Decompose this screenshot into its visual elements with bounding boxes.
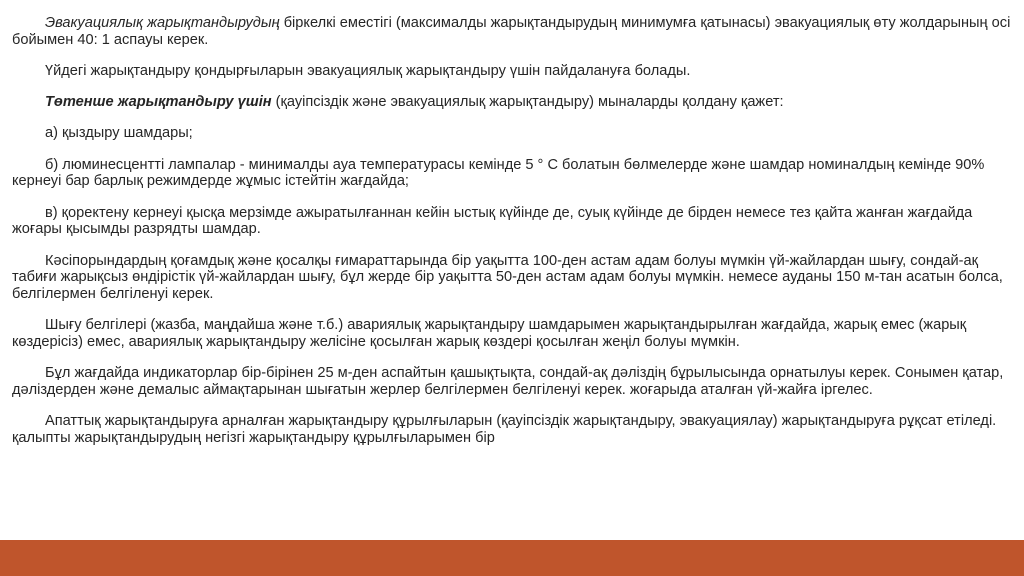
- paragraph-1-text: біркелкі еместігі (максималды жарықтандырудың минимумға қатынасы) эвакуациялық өту жолдарының осі бойымен 40: 1 аспауы керек.: [12, 15, 1011, 48]
- paragraph-8: [12, 317, 1012, 351]
- paragraph-6-text: в) қоректену кернеуі қысқа мерзімде ажыратылғаннан кейін ыстық күйінде де, суық күйінде де бірден немесе тез қайта жанған жағдайда жоғары қысымды разрядты шамдар.: [12, 204, 973, 238]
- paragraph-4: [12, 125, 1012, 142]
- paragraph-3: [12, 94, 1012, 111]
- document-body: [12, 15, 1012, 461]
- paragraph-9: [12, 365, 1012, 399]
- paragraph-2-text: Үйдегі жарықтандыру қондырғыларын эвакуациялық жарықтандыру үшін пайдалануға болады.: [45, 62, 691, 79]
- paragraph-1-emphasis: Эвакуациялық жарықтандырудың: [45, 15, 280, 31]
- paragraph-2: [12, 63, 1012, 80]
- paragraph-5: [12, 157, 1012, 191]
- paragraph-1: [12, 15, 1012, 49]
- paragraph-10: [12, 413, 1012, 447]
- paragraph-6: [12, 205, 1012, 239]
- paragraph-7-text: Кәсіпорындардың қоғамдық және қосалқы ғимараттарында бір уақытта 100-ден астам адам болуы мүмкін үй-жайлардан шығу, сондай-ақ табиғи жарықсыз өндірістік үй-жайлардан шығу, бұл жерде бір уақытта 50-ден астам адам болуы мүмкін. немесе ауданы 150 м-тан асатын болса, белгілермен белгіленуі керек.: [12, 252, 1003, 303]
- paragraph-9-text: Бұл жағдайда индикаторлар бір-бірінен 25 м-ден аспайтын қашықтықта, сондай-ақ дәліздің бұрылысында орнатылуы керек. Сонымен қатар, дәліздерден және демалыс аймақтарынан шығатын жерлер белгілермен белгіленуі керек. жоғарыда аталған үй-жайға іргелес.: [12, 365, 1004, 399]
- paragraph-3-emphasis: Төтенше жарықтандыру үшін: [45, 94, 272, 111]
- paragraph-5-text: б) люминесцентті лампалар - минималды ауа температурасы кемінде 5 ° С болатын бөлмелерде және шамдар номиналдың кемінде 90% кернеуі бар барлық режимдерде жұмыс істейтін жағдайда;: [12, 156, 985, 190]
- paragraph-8-text: Шығу белгілері (жазба, маңдайша және т.б.) авариялық жарықтандыру шамдарымен жарықтандырылған жағдайда, жарық емес (жарық көздерісіз) емес, авариялық жарықтандыру желісіне қосылған жарық көздері қосылған жеңіл болуы мүмкін.: [12, 317, 967, 351]
- paragraph-3-text: (қауіпсіздік және эвакуациялық жарықтандыру) мыналарды қолдану қажет:: [271, 94, 784, 111]
- paragraph-7: [12, 253, 1012, 303]
- paragraph-4-text: а) қыздыру шамдары;: [45, 125, 193, 142]
- bottom-accent-bar: [0, 540, 1024, 576]
- paragraph-10-text: Апаттық жарықтандыруға арналған жарықтандыру құрылғыларын (қауіпсіздік жарықтандыру, эвакуациялау) жарықтандыруға рұқсат етіледі. қалыпты жарықтандырудың негізгі жарықтандыру құрылғыларымен бір: [12, 413, 997, 447]
